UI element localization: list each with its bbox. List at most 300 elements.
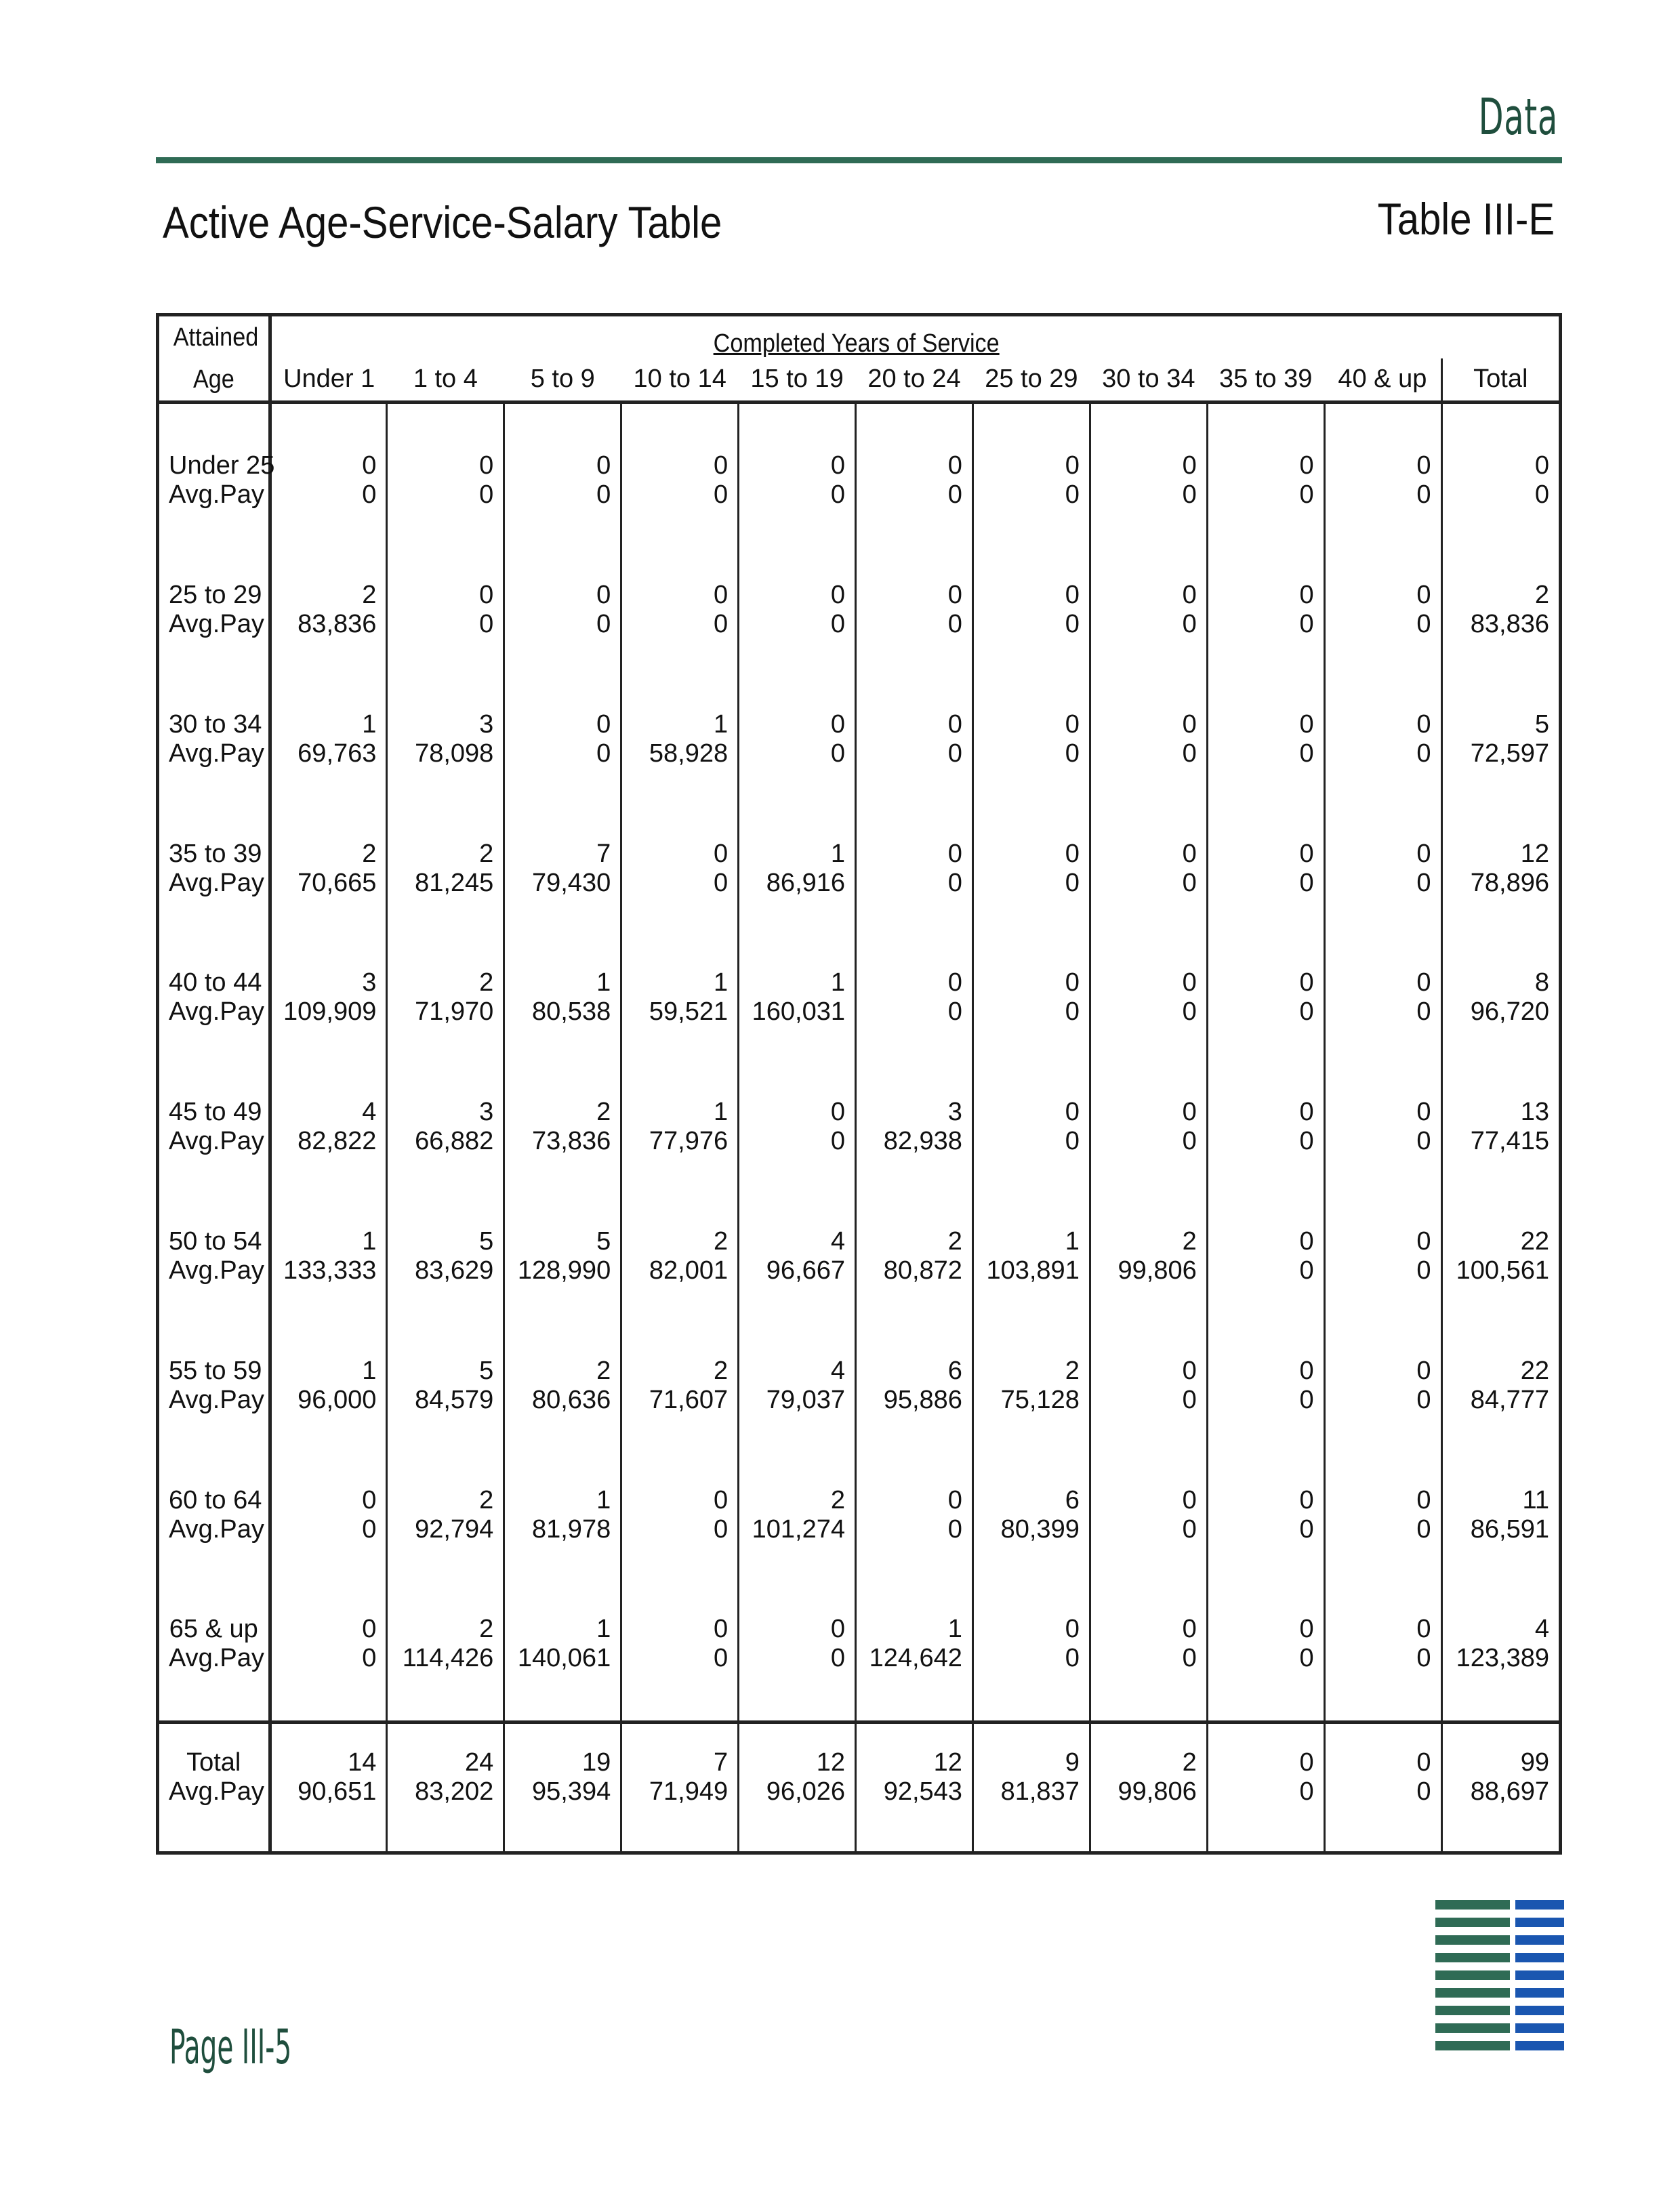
count-cell: 0 (1207, 945, 1324, 997)
avg-pay-cell: 80,399 (972, 1515, 1090, 1568)
count-cell: 1 (504, 1462, 621, 1514)
avg-pay-cell: 81,978 (504, 1515, 621, 1568)
avg-pay-cell: 0 (1207, 869, 1324, 922)
count-cell: 0 (1324, 686, 1441, 739)
count-cell: 0 (504, 428, 621, 480)
count-cell: 1 (270, 1332, 387, 1385)
age-service-salary-table (156, 313, 1562, 1855)
avg-pay-cell: 0 (621, 869, 739, 922)
avg-pay-cell: 77,976 (621, 1127, 739, 1180)
count-cell: 99 (1441, 1722, 1559, 1777)
count-cell: 2 (387, 945, 504, 997)
table-row (159, 1332, 1559, 1385)
count-cell: 7 (621, 1722, 739, 1777)
avg-pay-cell: 0 (1324, 739, 1441, 792)
avg-pay-cell: 99,806 (1090, 1256, 1207, 1309)
count-cell: 0 (972, 945, 1090, 997)
avg-pay-cell: 0 (1324, 1777, 1441, 1830)
avg-pay-cell: 0 (972, 610, 1090, 663)
count-cell: 0 (1090, 945, 1207, 997)
count-cell: 0 (1207, 557, 1324, 610)
avg-pay-cell: 0 (856, 610, 973, 663)
count-cell: 5 (387, 1332, 504, 1385)
count-cell: 0 (621, 428, 739, 480)
count-cell: 0 (1324, 428, 1441, 480)
count-cell: 0 (972, 557, 1090, 610)
table-row (159, 1462, 1559, 1514)
logo-stripe-left (1435, 1988, 1510, 1998)
table-row (159, 1203, 1559, 1256)
count-cell: 0 (270, 428, 387, 480)
avg-pay-cell: 124,642 (856, 1644, 973, 1697)
column-header: 20 to 24 (856, 358, 973, 402)
table-row (159, 1386, 1559, 1439)
count-cell: 1 (621, 945, 739, 997)
avg-pay-cell: 0 (1090, 997, 1207, 1050)
count-cell: 0 (1090, 1074, 1207, 1127)
count-cell: 0 (1207, 1591, 1324, 1644)
avg-pay-cell: 90,651 (270, 1777, 387, 1830)
column-header: 15 to 19 (739, 358, 856, 402)
count-cell: 2 (972, 1332, 1090, 1385)
table-row (159, 1591, 1559, 1644)
avg-pay-label: Avg.Pay (159, 1515, 270, 1568)
avg-pay-cell: 0 (1207, 1515, 1324, 1568)
avg-pay-cell: 0 (1090, 869, 1207, 922)
count-cell: 0 (387, 557, 504, 610)
avg-pay-cell: 160,031 (739, 997, 856, 1050)
avg-pay-cell: 58,928 (621, 739, 739, 792)
avg-pay-cell: 86,591 (1441, 1515, 1559, 1568)
page-number: Page III-5 (169, 2019, 292, 2075)
count-cell: 2 (387, 815, 504, 868)
count-cell: 0 (1207, 686, 1324, 739)
count-cell: 0 (1090, 1591, 1207, 1644)
table-row (159, 1777, 1559, 1830)
avg-pay-cell: 0 (1324, 480, 1441, 533)
avg-pay-cell: 83,202 (387, 1777, 504, 1830)
avg-pay-label: Avg.Pay (159, 739, 270, 792)
company-logo-stripes-icon (1435, 1897, 1564, 2060)
table-row (159, 739, 1559, 792)
count-cell: 3 (270, 945, 387, 997)
count-cell: 0 (1324, 1074, 1441, 1127)
age-label: 30 to 34 (159, 686, 270, 739)
avg-pay-cell: 0 (739, 1644, 856, 1697)
avg-pay-cell: 71,607 (621, 1386, 739, 1439)
count-cell: 0 (972, 1074, 1090, 1127)
table-row (159, 557, 1559, 610)
avg-pay-cell: 70,665 (270, 869, 387, 922)
row-header-line2: Age (192, 365, 234, 394)
avg-pay-cell: 0 (972, 1127, 1090, 1180)
avg-pay-cell: 0 (972, 1644, 1090, 1697)
avg-pay-label: Avg.Pay (159, 997, 270, 1050)
avg-pay-cell: 80,538 (504, 997, 621, 1050)
avg-pay-cell: 99,806 (1090, 1777, 1207, 1830)
count-cell: 14 (270, 1722, 387, 1777)
table-row (159, 1515, 1559, 1568)
count-cell: 0 (1207, 1203, 1324, 1256)
logo-stripe-right (1515, 1900, 1564, 1910)
count-cell: 3 (387, 1074, 504, 1127)
count-cell: 0 (1324, 1462, 1441, 1514)
avg-pay-cell: 0 (621, 610, 739, 663)
avg-pay-cell: 96,667 (739, 1256, 856, 1309)
count-cell: 4 (739, 1332, 856, 1385)
count-cell: 5 (1441, 686, 1559, 739)
age-label: 35 to 39 (159, 815, 270, 868)
avg-pay-cell: 0 (1324, 869, 1441, 922)
avg-pay-cell: 0 (972, 739, 1090, 792)
column-header: 40 & up (1324, 358, 1441, 402)
count-cell: 12 (739, 1722, 856, 1777)
avg-pay-cell: 0 (1090, 610, 1207, 663)
avg-pay-cell: 0 (972, 869, 1090, 922)
logo-stripe-right (1515, 1935, 1564, 1945)
logo-stripe-right (1515, 1970, 1564, 1980)
count-cell: 1 (270, 1203, 387, 1256)
age-label: 45 to 49 (159, 1074, 270, 1127)
count-cell: 9 (972, 1722, 1090, 1777)
count-cell: 0 (972, 1591, 1090, 1644)
avg-pay-cell: 0 (504, 739, 621, 792)
logo-stripe-left (1435, 1953, 1510, 1962)
logo-stripe-right (1515, 1953, 1564, 1962)
count-cell: 0 (1090, 815, 1207, 868)
avg-pay-cell: 0 (621, 480, 739, 533)
age-label: 65 & up (159, 1591, 270, 1644)
avg-pay-label: Avg.Pay (159, 1386, 270, 1439)
page-title: Active Age-Service-Salary Table (163, 197, 722, 247)
count-cell: 1 (621, 1074, 739, 1127)
count-cell: 0 (1324, 557, 1441, 610)
count-cell: 0 (856, 945, 973, 997)
count-cell: 0 (1207, 815, 1324, 868)
avg-pay-cell: 0 (856, 869, 973, 922)
avg-pay-cell: 75,128 (972, 1386, 1090, 1439)
age-label: 25 to 29 (159, 557, 270, 610)
avg-pay-cell: 0 (739, 1127, 856, 1180)
group-header: Completed Years of Service (713, 329, 1000, 358)
logo-stripe-right (1515, 1988, 1564, 1998)
avg-pay-cell: 84,579 (387, 1386, 504, 1439)
avg-pay-cell: 0 (856, 997, 973, 1050)
avg-pay-cell: 0 (856, 739, 973, 792)
count-cell: 2 (504, 1074, 621, 1127)
avg-pay-cell: 96,026 (739, 1777, 856, 1830)
table-row (159, 945, 1559, 997)
count-cell: 1 (504, 945, 621, 997)
avg-pay-cell: 101,274 (739, 1515, 856, 1568)
age-label: Total (159, 1722, 270, 1777)
count-cell: 0 (387, 428, 504, 480)
table-row (159, 610, 1559, 663)
count-cell: 11 (1441, 1462, 1559, 1514)
count-cell: 0 (739, 1074, 856, 1127)
avg-pay-cell: 0 (1207, 739, 1324, 792)
count-cell: 24 (387, 1722, 504, 1777)
avg-pay-cell: 0 (1207, 997, 1324, 1050)
age-label: 55 to 59 (159, 1332, 270, 1385)
count-cell: 22 (1441, 1203, 1559, 1256)
count-cell: 0 (504, 557, 621, 610)
avg-pay-cell: 114,426 (387, 1644, 504, 1697)
avg-pay-cell: 0 (387, 610, 504, 663)
count-cell: 2 (387, 1591, 504, 1644)
avg-pay-cell: 0 (972, 997, 1090, 1050)
count-cell: 0 (1324, 1722, 1441, 1777)
count-cell: 0 (739, 686, 856, 739)
avg-pay-cell: 0 (1207, 1777, 1324, 1830)
avg-pay-cell: 71,970 (387, 997, 504, 1050)
count-cell: 0 (270, 1462, 387, 1514)
logo-stripe-right (1515, 2006, 1564, 2015)
avg-pay-cell: 140,061 (504, 1644, 621, 1697)
count-cell: 0 (621, 815, 739, 868)
count-cell: 0 (856, 815, 973, 868)
avg-pay-cell: 0 (1090, 1127, 1207, 1180)
avg-pay-cell: 0 (1207, 610, 1324, 663)
avg-pay-cell: 0 (856, 480, 973, 533)
avg-pay-cell: 79,430 (504, 869, 621, 922)
avg-pay-cell: 73,836 (504, 1127, 621, 1180)
count-cell: 12 (856, 1722, 973, 1777)
count-cell: 0 (621, 1591, 739, 1644)
age-label: 40 to 44 (159, 945, 270, 997)
count-cell: 0 (856, 428, 973, 480)
avg-pay-cell: 0 (1090, 1515, 1207, 1568)
avg-pay-cell: 0 (1090, 1386, 1207, 1439)
count-cell: 0 (504, 686, 621, 739)
count-cell: 22 (1441, 1332, 1559, 1385)
avg-pay-cell: 92,543 (856, 1777, 973, 1830)
column-header: 5 to 9 (504, 358, 621, 402)
count-cell: 0 (1090, 428, 1207, 480)
count-cell: 0 (856, 557, 973, 610)
age-label: 60 to 64 (159, 1462, 270, 1514)
row-header (165, 316, 264, 402)
avg-pay-cell: 0 (504, 610, 621, 663)
table-row (159, 997, 1559, 1050)
count-cell: 3 (387, 686, 504, 739)
count-cell: 19 (504, 1722, 621, 1777)
count-cell: 1 (504, 1591, 621, 1644)
avg-pay-cell: 0 (1090, 1644, 1207, 1697)
logo-stripe-left (1435, 1918, 1510, 1927)
avg-pay-cell: 80,636 (504, 1386, 621, 1439)
avg-pay-label: Avg.Pay (159, 610, 270, 663)
avg-pay-cell: 0 (504, 480, 621, 533)
avg-pay-cell: 78,896 (1441, 869, 1559, 922)
avg-pay-cell: 82,938 (856, 1127, 973, 1180)
count-cell: 2 (621, 1332, 739, 1385)
avg-pay-cell: 79,037 (739, 1386, 856, 1439)
avg-pay-cell: 0 (270, 1644, 387, 1697)
column-header: Under 1 (270, 358, 387, 402)
section-tag: Data (1478, 88, 1558, 146)
logo-stripe-left (1435, 2041, 1510, 2050)
avg-pay-cell: 100,561 (1441, 1256, 1559, 1309)
count-cell: 0 (1324, 945, 1441, 997)
logo-stripe-right (1515, 1918, 1564, 1927)
avg-pay-cell: 92,794 (387, 1515, 504, 1568)
count-cell: 0 (270, 1591, 387, 1644)
avg-pay-cell: 95,886 (856, 1386, 973, 1439)
avg-pay-cell: 0 (270, 1515, 387, 1568)
count-cell: 0 (739, 1591, 856, 1644)
table-row (159, 869, 1559, 922)
avg-pay-cell: 0 (1207, 1127, 1324, 1180)
avg-pay-cell: 0 (1090, 480, 1207, 533)
count-cell: 0 (621, 557, 739, 610)
avg-pay-cell: 0 (1324, 997, 1441, 1050)
avg-pay-cell: 82,822 (270, 1127, 387, 1180)
avg-pay-cell: 59,521 (621, 997, 739, 1050)
row-header-line1: Attained (173, 323, 259, 352)
count-cell: 0 (1090, 1462, 1207, 1514)
count-cell: 0 (972, 686, 1090, 739)
table-row (159, 1256, 1559, 1309)
avg-pay-cell: 0 (1324, 1386, 1441, 1439)
count-cell: 1 (621, 686, 739, 739)
avg-pay-cell: 96,000 (270, 1386, 387, 1439)
avg-pay-label: Avg.Pay (159, 1127, 270, 1180)
logo-stripe-left (1435, 1900, 1510, 1910)
count-cell: 0 (1207, 428, 1324, 480)
table-row (159, 1074, 1559, 1127)
count-cell: 2 (856, 1203, 973, 1256)
table-row (159, 1644, 1559, 1697)
column-header: 1 to 4 (387, 358, 504, 402)
logo-stripe-left (1435, 1935, 1510, 1945)
column-header: 25 to 29 (972, 358, 1090, 402)
header-rule (156, 157, 1562, 163)
avg-pay-cell: 0 (739, 480, 856, 533)
avg-pay-cell: 103,891 (972, 1256, 1090, 1309)
avg-pay-cell: 0 (739, 610, 856, 663)
avg-pay-cell: 72,597 (1441, 739, 1559, 792)
count-cell: 0 (1090, 686, 1207, 739)
logo-stripe-left (1435, 2006, 1510, 2015)
count-cell: 4 (270, 1074, 387, 1127)
avg-pay-cell: 0 (387, 480, 504, 533)
count-cell: 0 (1324, 1591, 1441, 1644)
column-header: 35 to 39 (1207, 358, 1324, 402)
count-cell: 0 (621, 1462, 739, 1514)
count-cell: 4 (739, 1203, 856, 1256)
count-cell: 0 (1324, 1332, 1441, 1385)
count-cell: 1 (739, 945, 856, 997)
count-cell: 0 (856, 1462, 973, 1514)
count-cell: 0 (1324, 815, 1441, 868)
count-cell: 1 (270, 686, 387, 739)
count-cell: 6 (856, 1332, 973, 1385)
count-cell: 0 (739, 557, 856, 610)
avg-pay-cell: 0 (621, 1644, 739, 1697)
avg-pay-cell: 0 (1324, 1127, 1441, 1180)
column-header: 10 to 14 (621, 358, 739, 402)
avg-pay-cell: 0 (1207, 1256, 1324, 1309)
avg-pay-cell: 0 (1324, 1256, 1441, 1309)
table-row (159, 1127, 1559, 1180)
avg-pay-cell: 84,777 (1441, 1386, 1559, 1439)
count-cell: 12 (1441, 815, 1559, 868)
avg-pay-cell: 0 (1324, 1644, 1441, 1697)
avg-pay-label: Avg.Pay (159, 869, 270, 922)
column-header: Total (1441, 358, 1559, 402)
logo-stripe-left (1435, 2023, 1510, 2033)
table-row (159, 1722, 1559, 1777)
count-cell: 2 (504, 1332, 621, 1385)
avg-pay-label: Avg.Pay (159, 1256, 270, 1309)
count-cell: 0 (1207, 1722, 1324, 1777)
count-cell: 5 (387, 1203, 504, 1256)
count-cell: 4 (1441, 1591, 1559, 1644)
logo-stripe-right (1515, 2041, 1564, 2050)
count-cell: 0 (1207, 1074, 1324, 1127)
count-cell: 0 (1324, 1203, 1441, 1256)
table-row (159, 480, 1559, 533)
avg-pay-cell: 81,837 (972, 1777, 1090, 1830)
count-cell: 13 (1441, 1074, 1559, 1127)
avg-pay-cell: 0 (1324, 610, 1441, 663)
avg-pay-cell: 95,394 (504, 1777, 621, 1830)
avg-pay-cell: 0 (739, 739, 856, 792)
count-cell: 1 (972, 1203, 1090, 1256)
logo-stripe-right (1515, 2023, 1564, 2033)
table-row (159, 686, 1559, 739)
age-label: Under 25 (159, 428, 270, 480)
avg-pay-cell: 96,720 (1441, 997, 1559, 1050)
count-cell: 3 (856, 1074, 973, 1127)
column-header: 30 to 34 (1090, 358, 1207, 402)
count-cell: 2 (270, 815, 387, 868)
count-cell: 0 (1207, 1332, 1324, 1385)
count-cell: 0 (1090, 1332, 1207, 1385)
avg-pay-cell: 123,389 (1441, 1644, 1559, 1697)
avg-pay-cell: 0 (1207, 1644, 1324, 1697)
avg-pay-cell: 0 (1207, 1386, 1324, 1439)
avg-pay-cell: 0 (621, 1515, 739, 1568)
avg-pay-cell: 80,872 (856, 1256, 973, 1309)
avg-pay-label: Avg.Pay (159, 1644, 270, 1697)
avg-pay-cell: 133,333 (270, 1256, 387, 1309)
logo-stripe-left (1435, 1970, 1510, 1980)
avg-pay-label: Avg.Pay (159, 480, 270, 533)
count-cell: 0 (1207, 1462, 1324, 1514)
avg-pay-label: Avg.Pay (159, 1777, 270, 1830)
avg-pay-cell: 86,916 (739, 869, 856, 922)
table-row (159, 428, 1559, 480)
avg-pay-cell: 82,001 (621, 1256, 739, 1309)
avg-pay-cell: 78,098 (387, 739, 504, 792)
table-id: Table III-E (1377, 194, 1555, 244)
count-cell: 2 (270, 557, 387, 610)
avg-pay-cell: 0 (270, 480, 387, 533)
avg-pay-cell: 0 (856, 1515, 973, 1568)
table-row (159, 815, 1559, 868)
avg-pay-cell: 66,882 (387, 1127, 504, 1180)
count-cell: 1 (856, 1591, 973, 1644)
count-cell: 1 (739, 815, 856, 868)
count-cell: 0 (1441, 428, 1559, 480)
avg-pay-cell: 83,836 (1441, 610, 1559, 663)
count-cell: 8 (1441, 945, 1559, 997)
count-cell: 2 (387, 1462, 504, 1514)
avg-pay-cell: 77,415 (1441, 1127, 1559, 1180)
count-cell: 0 (739, 428, 856, 480)
